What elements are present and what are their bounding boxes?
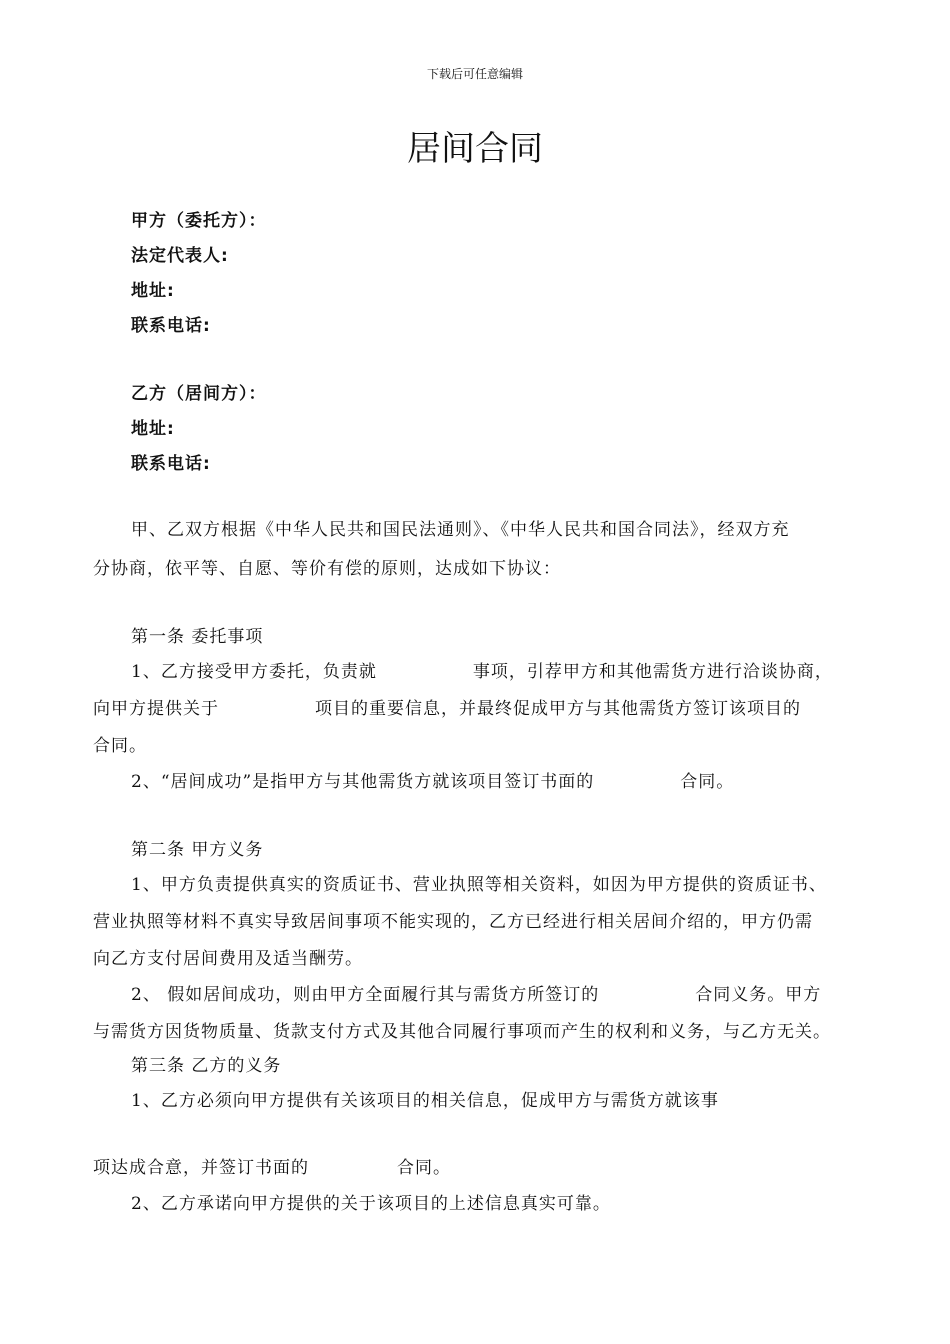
article-3-item-1-line-1: 1、乙方必须向甲方提供有关该项目的相关信息，促成甲方与需货方就该事 bbox=[131, 1091, 719, 1111]
article-1-item-1-line-2-part-b: 项目的重要信息，并最终促成甲方与其他需货方签订该项目的 bbox=[315, 699, 801, 719]
article-3-item-2: 2、乙方承诺向甲方提供的关于该项目的上述信息真实可靠。 bbox=[131, 1194, 611, 1214]
article-2-item-2-line-2: 与需货方因货物质量、货款支付方式及其他合同履行事项而产生的权利和义务，与乙方无关。 bbox=[93, 1022, 831, 1042]
article-1-item-2-part-b: 合同。 bbox=[680, 772, 735, 792]
article-2-item-1-line-2: 营业执照等材料不真实导致居间事项不能实现的，乙方已经进行相关居间介绍的，甲方仍需 bbox=[93, 912, 813, 932]
article-2-item-1-line-3: 向乙方支付居间费用及适当酬劳。 bbox=[93, 949, 363, 969]
article-1-item-1-line-3: 合同。 bbox=[93, 736, 147, 756]
article-3-heading: 第三条 乙方的义务 bbox=[131, 1056, 282, 1076]
party-a-representative: 法定代表人: bbox=[131, 246, 229, 266]
party-a-phone: 联系电话: bbox=[131, 316, 211, 336]
article-3-item-1-line-2-part-b: 合同。 bbox=[397, 1158, 451, 1178]
article-2-heading: 第二条 甲方义务 bbox=[131, 840, 264, 860]
party-b-label: 乙方（居间方）： bbox=[131, 384, 267, 404]
party-a-address: 地址: bbox=[131, 281, 175, 301]
party-b-phone: 联系电话: bbox=[131, 454, 211, 474]
article-1-item-2-part-a: 2、“居间成功”是指甲方与其他需货方就该项目签订书面的 bbox=[131, 772, 595, 792]
article-2-item-1-line-1: 1、甲方负责提供真实的资质证书、营业执照等相关资料，如因为甲方提供的资质证书、 bbox=[131, 875, 827, 895]
preamble-line-1: 甲、乙双方根据《中华人民共和国民法通则》、《中华人民共和国合同法》，经双方充 bbox=[131, 520, 790, 540]
header-note: 下载后可任意编辑 bbox=[426, 67, 523, 81]
article-1-item-1-line-1-part-b: 事项，引荐甲方和其他需货方进行洽谈协商， bbox=[472, 662, 833, 682]
article-1-heading: 第一条 委托事项 bbox=[131, 627, 264, 647]
article-3-item-1-line-2-part-a: 项达成合意，并签订书面的 bbox=[93, 1158, 309, 1178]
article-1-item-1-line-1-part-a: 1、乙方接受甲方委托，负责就 bbox=[131, 662, 377, 682]
article-1-item-1-line-2 bbox=[93, 697, 801, 721]
article-2-item-2-line-1-part-a: 2、 假如居间成功，则由甲方全面履行其与需货方所签订的 bbox=[131, 985, 600, 1005]
article-3-item-1-line-2 bbox=[93, 1156, 451, 1180]
preamble-line-2: 分协商，依平等、自愿、等价有偿的原则，达成如下协议： bbox=[93, 559, 561, 579]
article-2-item-2-line-1 bbox=[131, 983, 821, 1007]
party-b-address: 地址: bbox=[131, 419, 175, 439]
article-1-item-1-line-2-part-a: 向甲方提供关于 bbox=[93, 699, 219, 719]
article-1-item-2 bbox=[131, 770, 734, 794]
article-1-item-1-line-1 bbox=[131, 660, 833, 684]
party-a-label: 甲方（委托方）： bbox=[131, 211, 267, 231]
article-2-item-2-line-1-part-b: 合同义务。甲方 bbox=[695, 985, 822, 1005]
document-title: 居间合同 bbox=[407, 129, 543, 169]
